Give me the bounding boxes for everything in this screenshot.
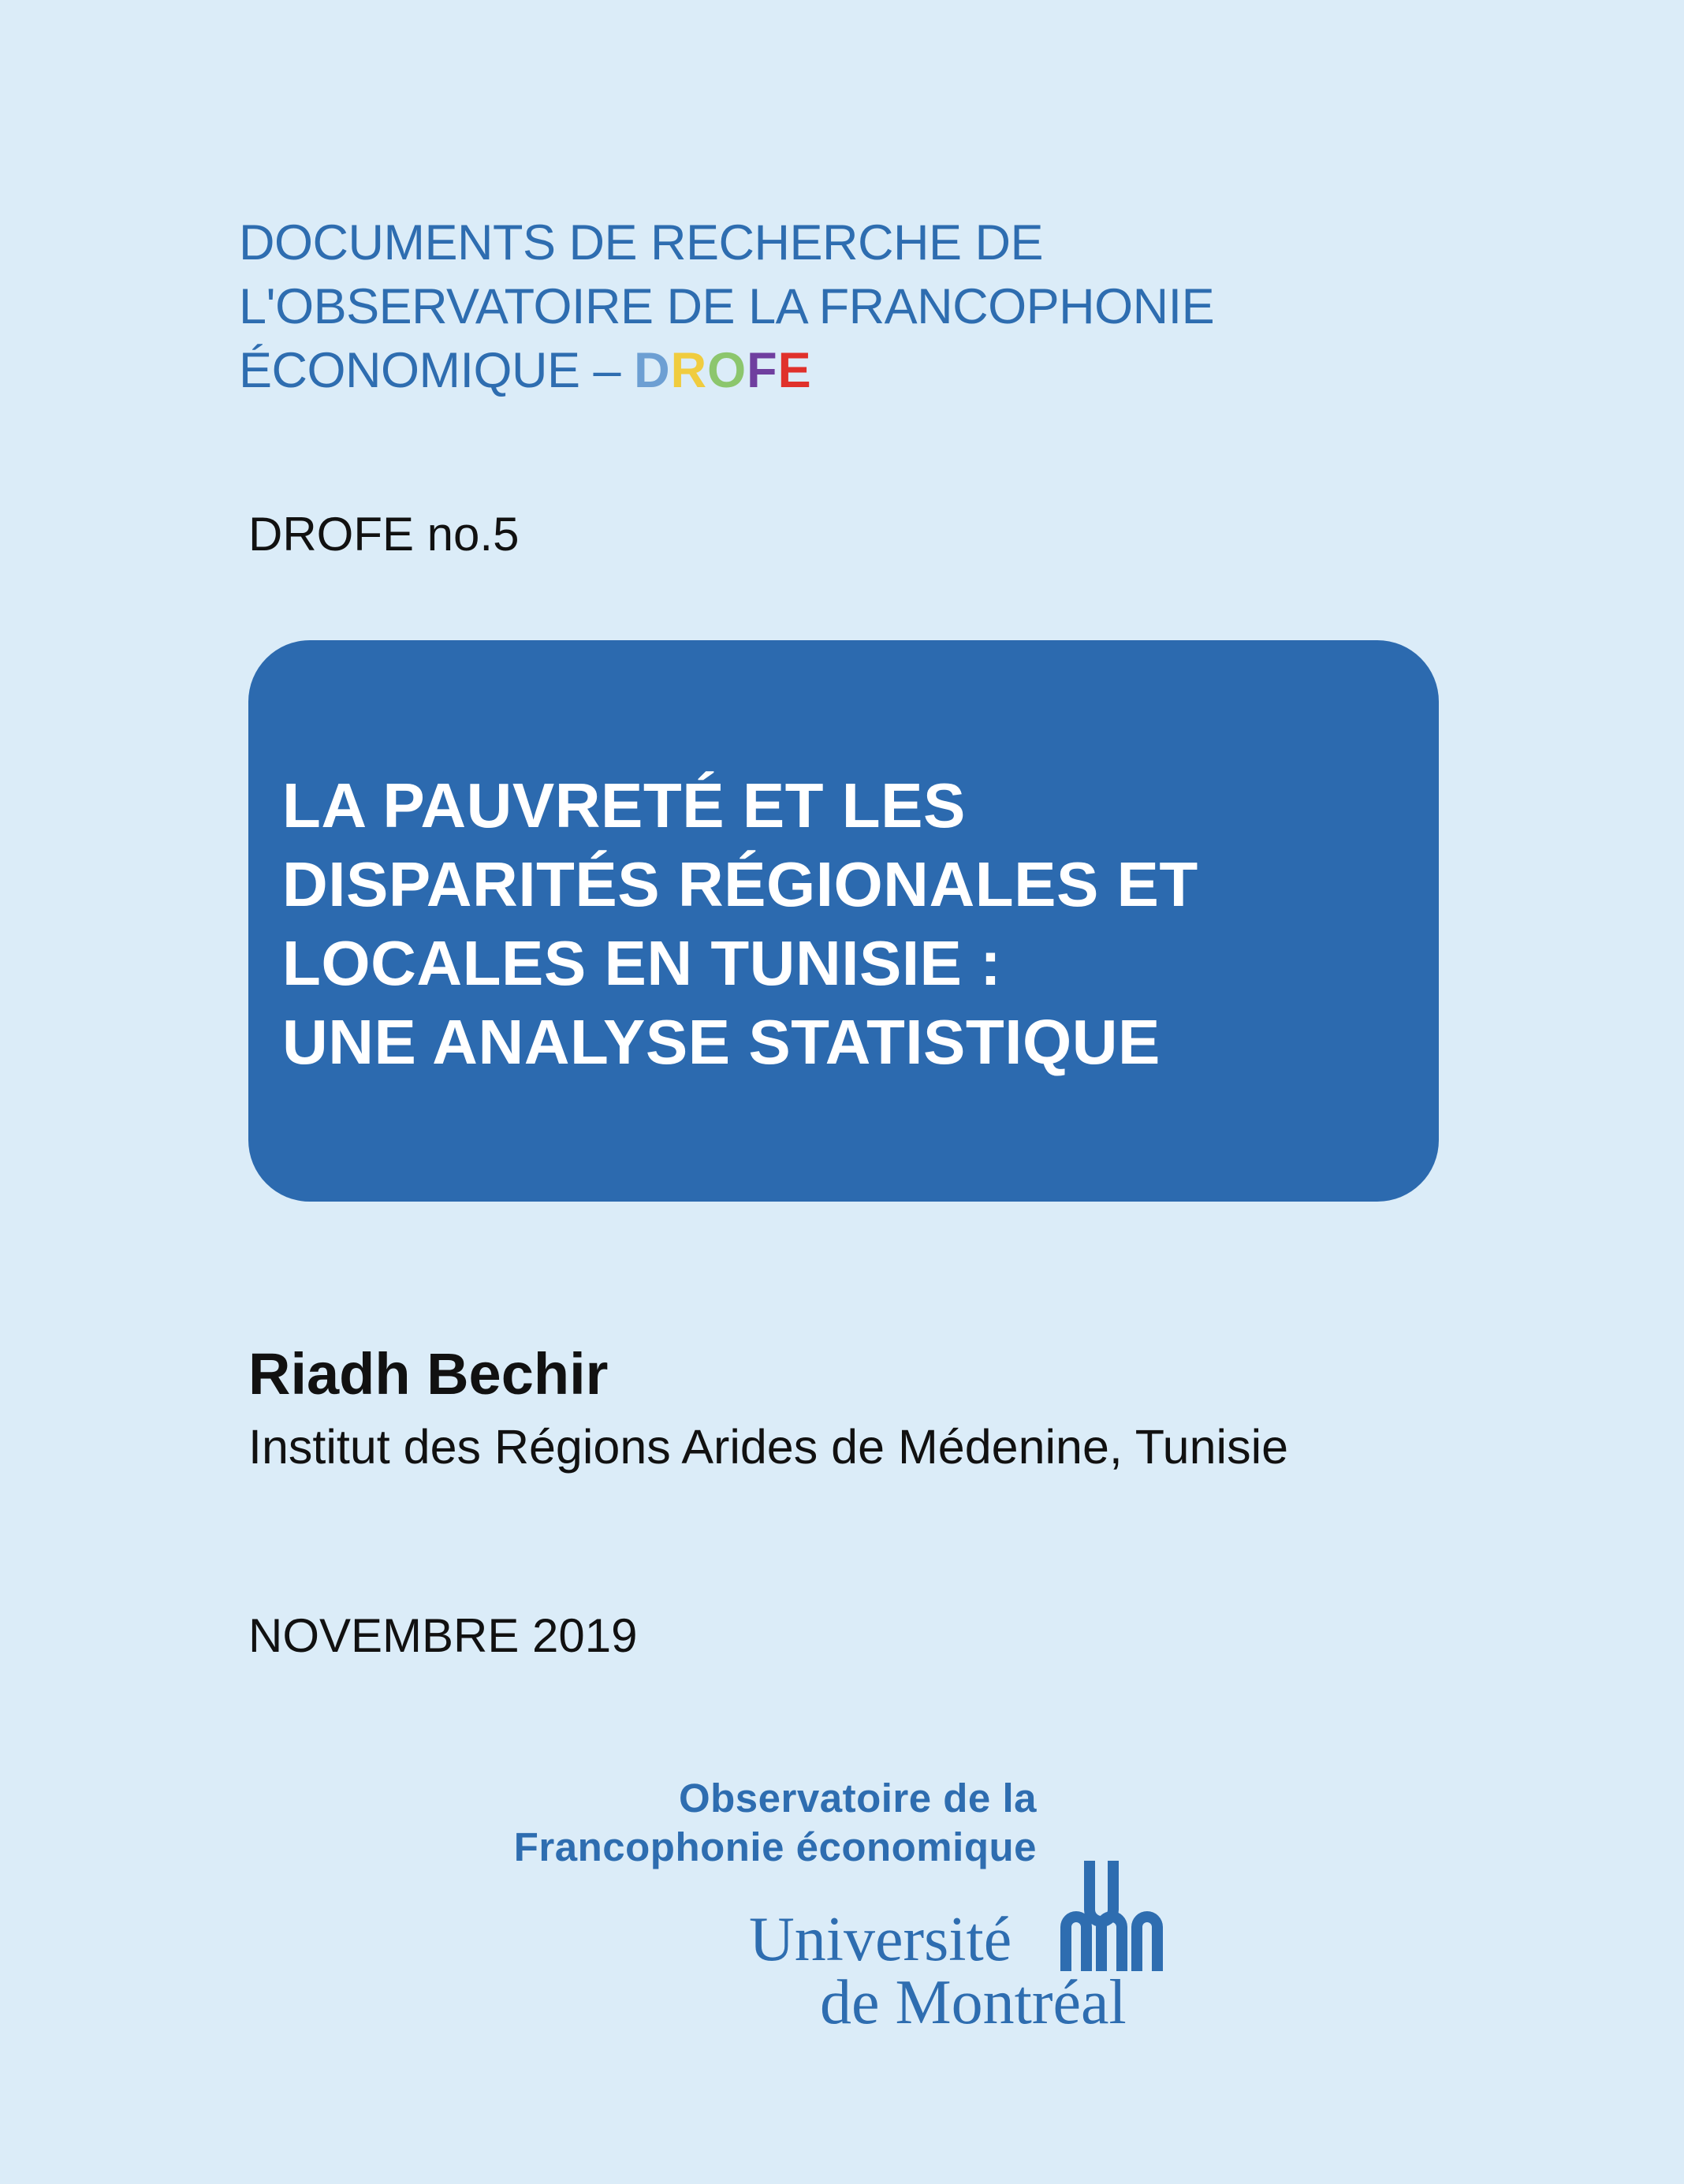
issue-number: DROFE no.5: [248, 508, 520, 561]
title-line-3: LOCALES EN TUNISIE :: [282, 928, 1002, 998]
author-affiliation: Institut des Régions Arides de Médenine, Tunisie: [248, 1420, 1289, 1474]
title-line-4: UNE ANALYSE STATISTIQUE: [282, 1007, 1161, 1077]
title-box: [248, 640, 1439, 1202]
observatoire-logo-line-2: Francophonie économique: [513, 1824, 1037, 1869]
series-heading-line-1: DOCUMENTS DE RECHERCHE DE: [239, 215, 1044, 270]
acronym-letter-r: R: [670, 343, 708, 398]
series-heading-line-3-prefix: ÉCONOMIQUE –: [239, 343, 635, 398]
udem-emblem-icon: [1060, 1861, 1163, 1971]
author-name: Riadh Bechir: [248, 1341, 609, 1407]
acronym-letter-d: D: [634, 343, 671, 398]
publication-date: NOVEMBRE 2019: [248, 1609, 638, 1662]
observatoire-logo: [445, 1774, 1037, 1872]
drofe-acronym: [634, 343, 812, 398]
udem-wordmark-line-2: de Montréal: [820, 1968, 1127, 2037]
title-line-2: DISPARITÉS RÉGIONALES ET: [282, 849, 1198, 919]
series-heading-line-3: [239, 339, 1421, 403]
observatoire-logo-line-1: Observatoire de la: [678, 1776, 1037, 1821]
acronym-letter-f: F: [747, 343, 778, 398]
title-line-1: LA PAUVRETÉ ET LES: [282, 770, 966, 840]
acronym-letter-e: E: [777, 343, 812, 398]
universite-de-montreal-logo: [741, 1861, 1183, 2037]
acronym-letter-o: O: [707, 343, 747, 398]
udem-wordmark-line-1: Université: [749, 1905, 1012, 1974]
series-heading-line-2: L'OBSERVATOIRE DE LA FRANCOPHONIE: [239, 279, 1215, 334]
series-heading: [239, 211, 1421, 403]
